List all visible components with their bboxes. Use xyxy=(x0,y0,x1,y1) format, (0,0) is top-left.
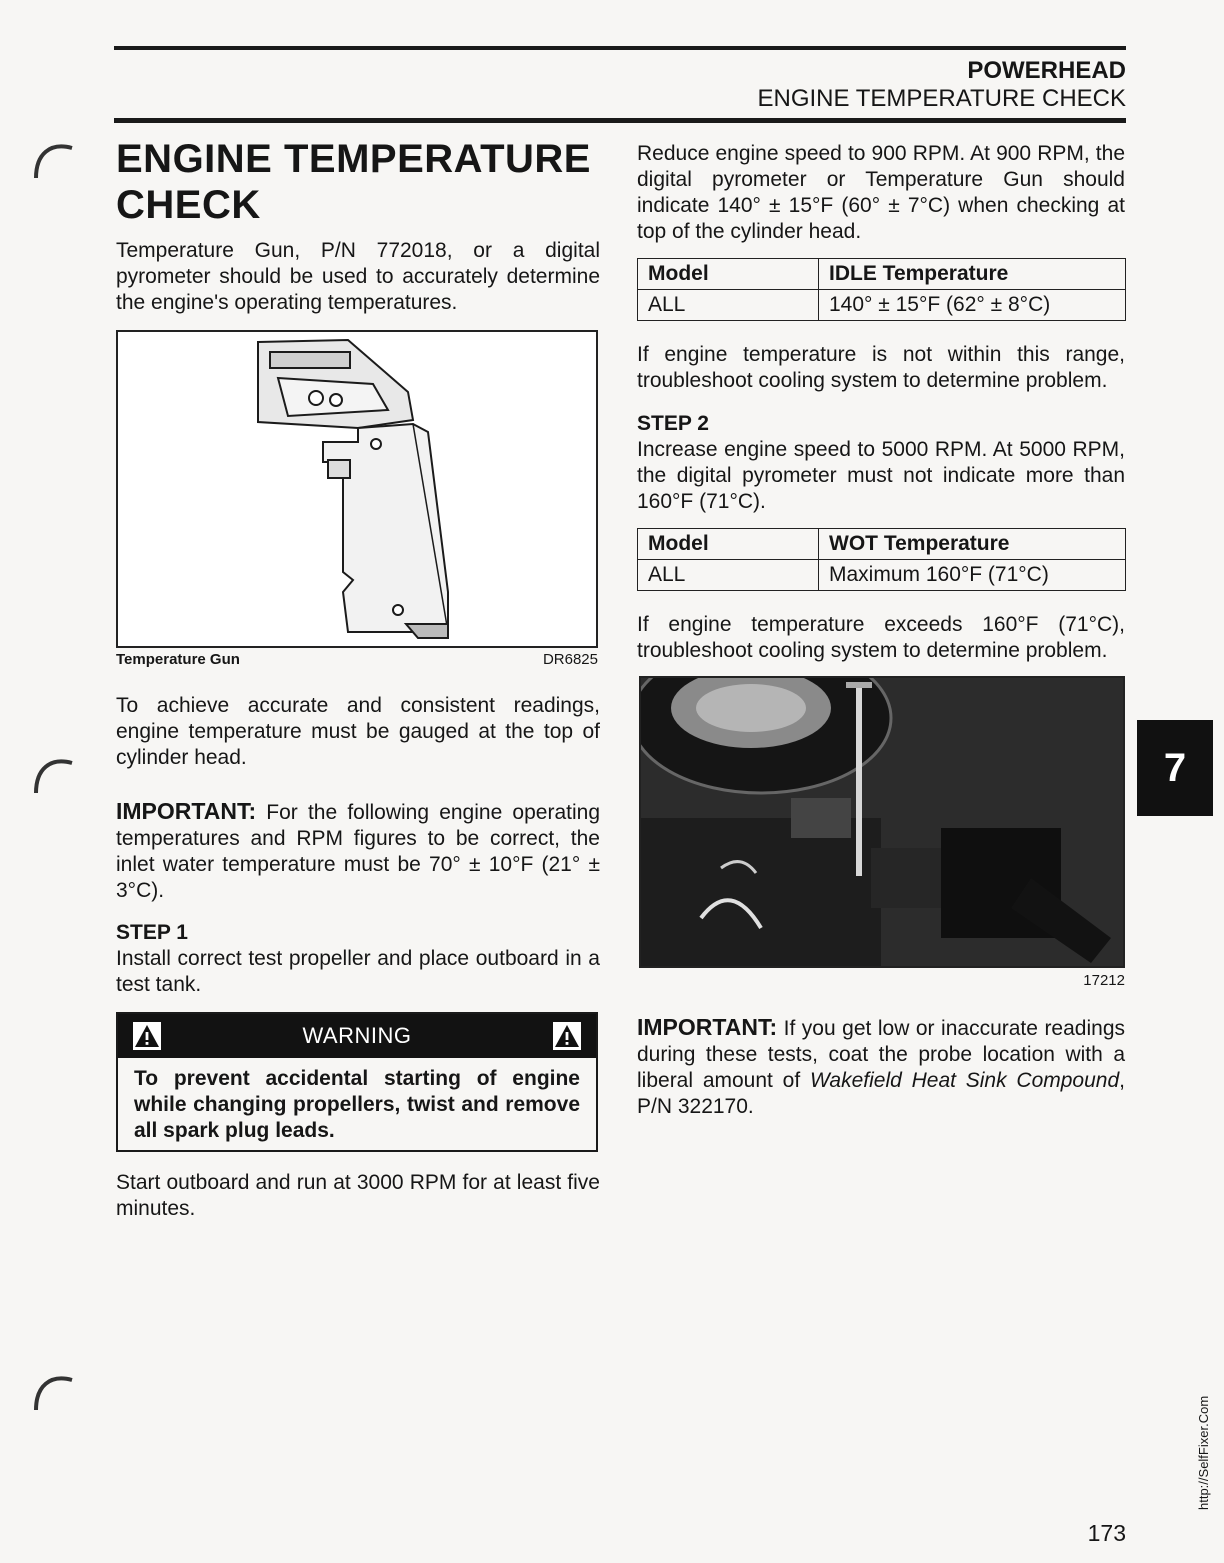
table-cell-value: 140° ± 15°F (62° ± 8°C) xyxy=(819,290,1126,321)
watermark-text: http://SelfFixer.Com xyxy=(1196,1395,1211,1510)
header-top-rule xyxy=(114,46,1126,50)
table-header-cell: WOT Temperature xyxy=(819,529,1126,560)
important-text: For the following engine operating temperatures and RPM figures to be correct, the inlet water temperature must be 70° ± 10°F (21° ± 3°C). xyxy=(116,801,600,902)
step1-heading: STEP 1 xyxy=(116,921,188,944)
accuracy-paragraph: To achieve accurate and consistent readings, engine temperature must be gauged at the top of cylinder head. xyxy=(116,694,600,769)
table-header-row xyxy=(638,259,1126,290)
wot-temperature-table xyxy=(637,528,1126,591)
important-label: IMPORTANT: xyxy=(116,798,257,824)
warning-header xyxy=(118,1014,596,1058)
start-paragraph: Start outboard and run at 3000 RPM for at least five minutes. xyxy=(116,1171,600,1220)
intro-paragraph: Temperature Gun, P/N 772018, or a digital pyrometer should be used to accurately determine the engine's operating temperatures. xyxy=(116,239,600,314)
table-cell-value: Maximum 160°F (71°C) xyxy=(819,560,1126,591)
table-header-row xyxy=(638,529,1126,560)
warning-box xyxy=(116,1012,598,1152)
figure2-code: 17212 xyxy=(1083,972,1125,989)
page-title xyxy=(116,136,596,228)
title-line-1: ENGINE TEMPERATURE xyxy=(116,137,591,181)
table-cell-model: ALL xyxy=(638,560,819,591)
table-header-cell: Model xyxy=(638,529,819,560)
important-note-2 xyxy=(637,1014,1125,1120)
header-subsection: ENGINE TEMPERATURE CHECK xyxy=(757,85,1126,112)
step2-heading: STEP 2 xyxy=(637,412,709,435)
engine-photo-figure xyxy=(639,676,1125,968)
idle-note-paragraph: If engine temperature is not within this range, troubleshoot cooling system to determine problem. xyxy=(637,343,1125,392)
chapter-tab: 7 xyxy=(1137,720,1213,816)
table-header-cell: Model xyxy=(638,259,819,290)
figure1-caption: Temperature Gun xyxy=(116,651,240,668)
temperature-gun-figure xyxy=(116,330,598,648)
table-header-cell: IDLE Temperature xyxy=(819,259,1126,290)
reduce-paragraph: Reduce engine speed to 900 RPM. At 900 RPM, the digital pyrometer or Temperature Gun should indicate 140° ± 15°F (60° ± 7°C) when checking at top of the cylinder head. xyxy=(637,142,1125,243)
engine-photo xyxy=(641,678,1123,966)
important-note-1 xyxy=(116,798,600,904)
header-section: POWERHEAD xyxy=(967,57,1126,84)
table-row xyxy=(638,560,1126,591)
warning-triangle-icon xyxy=(552,1021,582,1051)
binder-mark xyxy=(30,1372,76,1412)
step1-text: Install correct test propeller and place outboard in a test tank. xyxy=(116,947,600,996)
page-number: 173 xyxy=(1087,1520,1126,1546)
wot-note-paragraph: If engine temperature exceeds 160°F (71°C), troubleshoot cooling system to determine problem. xyxy=(637,613,1125,662)
important-text-end: , P/N 322170. xyxy=(637,1069,1125,1118)
binder-mark xyxy=(30,755,76,795)
step2-text: Increase engine speed to 5000 RPM. At 5000 RPM, the digital pyrometer must not indicate more than 160°F (71°C). xyxy=(637,438,1125,513)
important-label: IMPORTANT: xyxy=(637,1014,778,1040)
header-bottom-rule xyxy=(114,118,1126,123)
table-cell-model: ALL xyxy=(638,290,819,321)
product-name: Wakefield Heat Sink Compound xyxy=(809,1069,1120,1092)
table-row xyxy=(638,290,1126,321)
warning-text: To prevent accidental starting of engine while changing propellers, twist and remove all spark plug leads. xyxy=(134,1067,580,1142)
warning-triangle-icon xyxy=(132,1021,162,1051)
binder-mark xyxy=(30,140,76,180)
idle-temperature-table xyxy=(637,258,1126,321)
figure1-code: DR6825 xyxy=(542,651,598,668)
temperature-gun-illustration xyxy=(118,332,596,646)
title-line-2: CHECK xyxy=(116,183,261,227)
warning-title: WARNING xyxy=(302,1023,412,1048)
important-text: If you get low or inaccurate readings during these tests, coat the probe location with a liberal amount of xyxy=(637,1017,1125,1092)
